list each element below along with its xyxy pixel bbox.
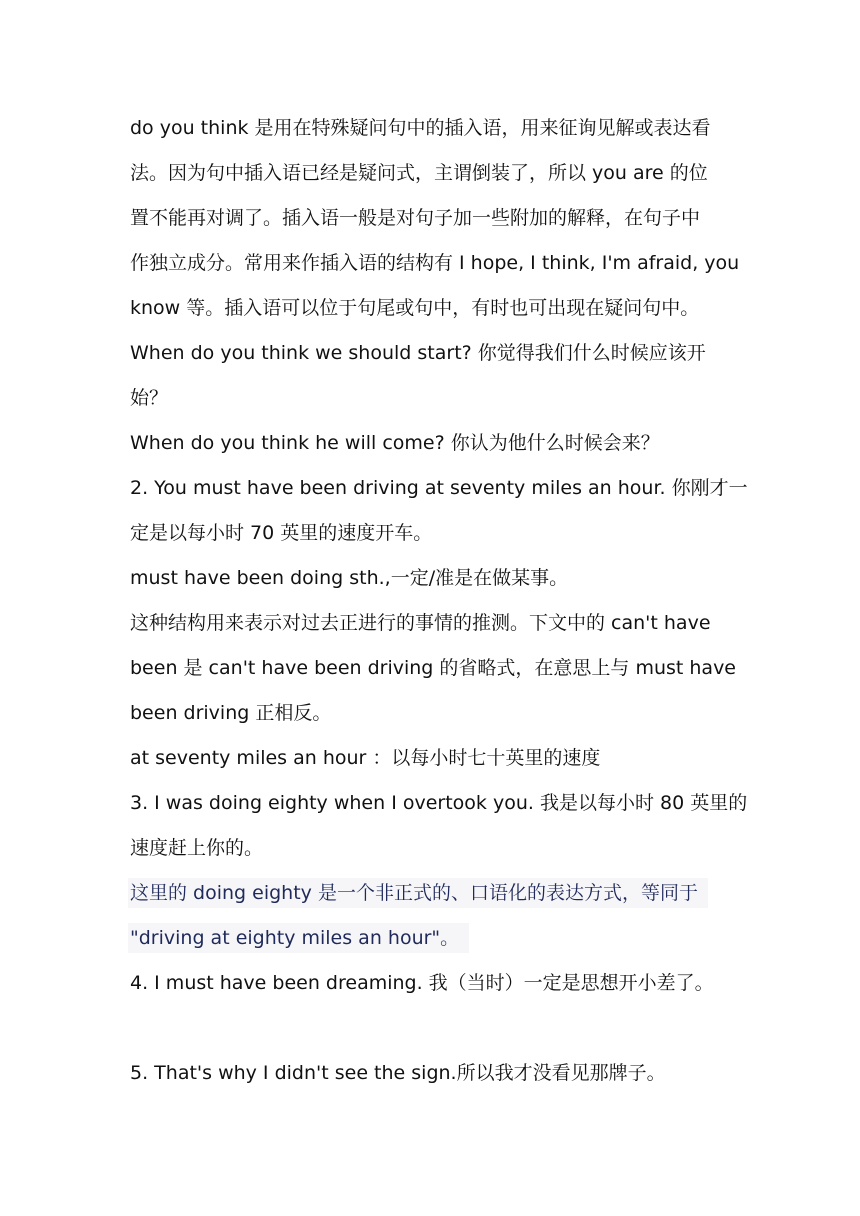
numbered-sentence: 3. I was doing eighty when I overtook you. 我是以每小时 80 英里的: [130, 792, 748, 814]
text-line: must have been doing sth.,一定/准是在做某事。: [130, 567, 569, 589]
example-sentence: When do you think he will come? 你认为他什么时候会来？: [130, 432, 660, 454]
numbered-sentence-continued: 速度赶上你的。: [130, 837, 264, 859]
text-line: at seventy miles an hour ：以每小时七十英里的速度: [130, 747, 601, 769]
text-line: know 等。插入语可以位于句尾或句中，有时也可出现在疑问句中。: [130, 297, 700, 319]
text-line: 法。因为句中插入语已经是疑问式，主谓倒装了，所以 you are 的位: [130, 162, 708, 184]
text-line: 这种结构用来表示对过去正进行的事情的推测。下文中的 can't have: [130, 612, 711, 634]
numbered-sentence: 5. That's why I didn't see the sign.所以我才没看见那牌子。: [130, 1062, 666, 1084]
numbered-sentence-continued: 定是以每小时 70 英里的速度开车。: [130, 522, 433, 544]
numbered-sentence: 2. You must have been driving at seventy miles an hour. 你刚才一: [130, 477, 748, 499]
text-line: 作独立成分。常用来作插入语的结构有 I hope, I think, I'm afraid, you: [130, 252, 740, 274]
text-line: 置不能再对调了。插入语一般是对句子加一些附加的解释，在句子中: [130, 207, 701, 229]
numbered-sentence: 4. I must have been dreaming. 我（当时）一定是思想开小差了。: [130, 972, 714, 994]
text-line: been 是 can't have been driving 的省略式，在意思上与 must have: [130, 657, 736, 679]
highlighted-note: 这里的 doing eighty 是一个非正式的、口语化的表达方式，等同于: [128, 878, 708, 908]
highlighted-note: "driving at eighty miles an hour"。: [128, 923, 469, 953]
text-line: been driving 正相反。: [130, 702, 332, 724]
example-sentence: When do you think we should start? 你觉得我们什么时候应该开: [130, 342, 706, 364]
example-sentence-continued: 始？: [130, 387, 169, 409]
text-line: do you think 是用在特殊疑问句中的插入语，用来征询见解或表达看: [130, 117, 711, 139]
